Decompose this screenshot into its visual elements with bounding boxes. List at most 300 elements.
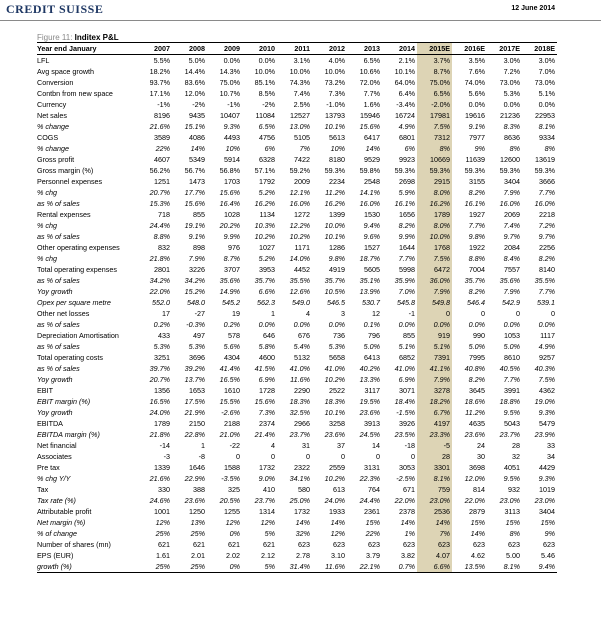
- table-cell: 1: [271, 309, 275, 318]
- table-cell: 10.3%: [254, 221, 275, 230]
- row-label: Net margin (%): [37, 518, 86, 527]
- table-cell: 11.2%: [465, 408, 485, 417]
- table-cell: 1399: [329, 210, 345, 219]
- table-cell: 7.2%: [503, 67, 520, 76]
- table-cell: 15.5%: [219, 397, 240, 406]
- table-cell: 3.0%: [503, 56, 520, 65]
- table-cell: 5.2%: [258, 254, 275, 263]
- table-cell: 3926: [399, 419, 415, 428]
- table-cell: 4.9%: [538, 342, 555, 351]
- table-row: [37, 242, 557, 253]
- row-label: % chg Y/Y: [37, 474, 71, 483]
- table-cell: 12.1%: [289, 188, 310, 197]
- table-cell: 1728: [259, 386, 275, 395]
- header-divider: [0, 20, 601, 21]
- table-cell: 4635: [469, 419, 485, 428]
- table-cell: 0.2%: [153, 320, 170, 329]
- table-cell: 2698: [399, 177, 415, 186]
- year-header: 2011: [277, 43, 312, 55]
- table-cell: 1272: [294, 210, 310, 219]
- table-cell: 59.3%: [417, 165, 452, 176]
- table-cell: 2084: [504, 243, 520, 252]
- table-cell: 41.5%: [254, 364, 275, 373]
- table-cell: 1732: [259, 463, 275, 472]
- table-cell: 40.8%: [464, 364, 485, 373]
- row-label: Total operating costs: [37, 353, 103, 362]
- row-label: as % of sales: [37, 320, 80, 329]
- table-cell: 24.5%: [359, 430, 380, 439]
- table-cell: 35.9%: [394, 276, 415, 285]
- table-cell: 6328: [259, 155, 275, 164]
- table-cell: 5.8%: [258, 342, 275, 351]
- table-cell: 0.0%: [223, 56, 240, 65]
- table-cell: 2.1%: [398, 56, 415, 65]
- row-label: Rental expenses: [37, 210, 91, 219]
- table-cell: 14: [372, 441, 380, 450]
- table-cell: 31.4%: [277, 561, 312, 573]
- table-cell: 16.0%: [359, 199, 380, 208]
- table-cell: 5998: [399, 265, 415, 274]
- table-cell: 13793: [325, 111, 345, 120]
- table-cell: 7.2%: [538, 221, 555, 230]
- table-cell: 7.3%: [258, 408, 275, 417]
- table-cell: 21236: [500, 111, 520, 120]
- table-cell: 10.0%: [324, 67, 345, 76]
- table-cell: 40.3%: [534, 364, 555, 373]
- table-cell: 1255: [224, 507, 240, 516]
- table-cell: 5.0%: [363, 342, 380, 351]
- table-cell: 2374: [259, 419, 275, 428]
- table-cell: 25.0%: [289, 496, 310, 505]
- table-cell: 56.8%: [219, 166, 240, 175]
- table-cell: 7391: [417, 352, 452, 363]
- table-cell: 10%: [330, 144, 345, 153]
- table-cell: 21.8%: [149, 254, 170, 263]
- table-cell: 41.0%: [324, 364, 345, 373]
- table-cell: 24.0%: [149, 408, 170, 417]
- table-cell: 13.5%: [452, 561, 487, 573]
- figure-number: Figure 11:: [37, 33, 73, 42]
- table-cell: 2150: [189, 419, 205, 428]
- table-cell: 8.0%: [417, 187, 452, 198]
- table-cell: 6.5%: [363, 56, 380, 65]
- table-cell: 15%: [470, 518, 485, 527]
- table-cell: 2290: [294, 386, 310, 395]
- pnl-table: [37, 42, 557, 573]
- table-cell: 10%: [225, 144, 240, 153]
- table-cell: 15%: [365, 518, 380, 527]
- year-header: 2009: [207, 43, 242, 55]
- table-cell: 1646: [189, 463, 205, 472]
- table-cell: 3404: [504, 177, 520, 186]
- table-cell: 646: [263, 331, 275, 340]
- row-label: Depreciation Amortisation: [37, 331, 119, 340]
- table-cell: 3053: [399, 463, 415, 472]
- table-cell: 59.2%: [289, 166, 310, 175]
- table-cell: 16.1%: [394, 199, 415, 208]
- table-row: [37, 363, 557, 374]
- row-label: Tax rate (%): [37, 496, 76, 505]
- table-cell: 578: [228, 331, 240, 340]
- table-cell: 5.2%: [258, 188, 275, 197]
- table-cell: 6.9%: [398, 375, 415, 384]
- table-cell: 718: [158, 210, 170, 219]
- table-cell: 28: [417, 451, 452, 462]
- row-label: growth (%): [37, 561, 137, 573]
- table-cell: 18.3%: [289, 397, 310, 406]
- table-cell: 41.0%: [289, 364, 310, 373]
- table-cell: 1732: [294, 507, 310, 516]
- table-cell: 3.10: [331, 551, 345, 560]
- table-cell: 10.2%: [254, 232, 275, 241]
- table-cell: 11.6%: [290, 375, 310, 384]
- table-cell: 8.5%: [258, 89, 275, 98]
- table-cell: 5%: [264, 529, 275, 538]
- table-cell: 12.6%: [289, 287, 310, 296]
- table-cell: 24.4%: [359, 496, 380, 505]
- table-cell: 25%: [155, 529, 170, 538]
- table-cell: 2915: [417, 176, 452, 187]
- table-row: [37, 341, 557, 352]
- table-cell: 976: [228, 243, 240, 252]
- table-cell: 1286: [329, 243, 345, 252]
- table-cell: 4362: [539, 386, 555, 395]
- table-cell: 10.2%: [289, 232, 310, 241]
- table-cell: 13.3%: [359, 375, 380, 384]
- table-cell: 2378: [399, 507, 415, 516]
- table-cell: 12.0%: [184, 89, 205, 98]
- table-cell: 4: [271, 441, 275, 450]
- table-cell: -18: [404, 441, 415, 450]
- table-cell: 9.9%: [223, 232, 240, 241]
- table-cell: 59.8%: [359, 166, 380, 175]
- table-cell: 2879: [469, 507, 485, 516]
- table-cell: 18.6%: [464, 397, 485, 406]
- table-cell: 37: [337, 441, 345, 450]
- table-cell: 4197: [417, 418, 452, 429]
- table-cell: 623: [543, 540, 555, 549]
- table-cell: 3.7%: [417, 55, 452, 67]
- row-label: Associates: [37, 452, 72, 461]
- table-cell: 562.3: [257, 298, 275, 307]
- table-cell: 33: [547, 441, 555, 450]
- table-cell: 23.0%: [534, 496, 555, 505]
- table-row: [37, 517, 557, 528]
- table-row: [37, 209, 557, 220]
- table-cell: 17981: [417, 110, 452, 121]
- table-cell: 18.4%: [394, 397, 415, 406]
- table-cell: 764: [368, 485, 380, 494]
- table-cell: 613: [333, 485, 345, 494]
- table-cell: 4304: [224, 353, 240, 362]
- table-cell: 25%: [137, 561, 172, 573]
- table-cell: 16.2%: [417, 198, 452, 209]
- table-cell: 22.8%: [184, 430, 205, 439]
- table-cell: 330: [158, 485, 170, 494]
- table-row: [37, 297, 557, 308]
- table-cell: 9.7%: [538, 232, 555, 241]
- year-header: 2018E: [522, 43, 557, 55]
- year-header: 2017E: [487, 43, 522, 55]
- table-cell: 9.4%: [363, 221, 380, 230]
- table-cell: 623: [368, 540, 380, 549]
- table-cell: 0: [306, 452, 310, 461]
- table-cell: 34.1%: [289, 474, 310, 483]
- table-cell: 2559: [329, 463, 345, 472]
- table-cell: 2.12: [261, 551, 275, 560]
- table-cell: 15%: [505, 518, 520, 527]
- table-cell: 855: [193, 210, 205, 219]
- table-cell: 12%: [155, 518, 170, 527]
- table-cell: 59.3%: [499, 166, 520, 175]
- table-cell: 28: [512, 441, 520, 450]
- table-cell: 3953: [259, 265, 275, 274]
- table-cell: 0.0%: [538, 100, 555, 109]
- table-cell: 5613: [329, 133, 345, 142]
- table-row: [37, 319, 557, 330]
- table-cell: 11639: [465, 155, 485, 164]
- table-cell: 9.3%: [223, 122, 240, 131]
- table-cell: 0.0%: [293, 320, 310, 329]
- table-cell: 14%: [470, 529, 485, 538]
- table-cell: 23.7%: [254, 496, 275, 505]
- table-cell: 10.7%: [219, 89, 240, 98]
- table-cell: 5.00: [506, 551, 520, 560]
- table-cell: 5479: [539, 419, 555, 428]
- table-cell: 1: [201, 441, 205, 450]
- table-row: [37, 462, 557, 473]
- table-cell: 1653: [189, 386, 205, 395]
- table-cell: 39.2%: [184, 364, 205, 373]
- table-cell: 8.2%: [398, 221, 415, 230]
- table-cell: -27: [194, 309, 205, 318]
- table-cell: 18.7%: [359, 254, 380, 263]
- table-row: [37, 352, 557, 363]
- figure-title: Inditex P&L: [74, 33, 119, 42]
- table-cell: 1%: [404, 529, 415, 538]
- table-cell: 6%: [404, 144, 415, 153]
- table-cell: 23.6%: [359, 408, 380, 417]
- table-cell: -22: [229, 441, 240, 450]
- table-cell: 23.6%: [464, 430, 485, 439]
- table-cell: 1.61: [156, 551, 170, 560]
- table-row: [37, 550, 557, 561]
- table-cell: 1251: [154, 177, 170, 186]
- table-cell: 40.2%: [359, 364, 380, 373]
- table-cell: 24.0%: [324, 496, 345, 505]
- table-cell: 548.0: [187, 298, 205, 307]
- table-cell: -5: [417, 440, 452, 451]
- table-cell: 3.1%: [293, 56, 310, 65]
- report-date: 12 June 2014: [511, 5, 555, 12]
- table-cell: 0: [516, 309, 520, 318]
- table-cell: -14: [159, 441, 170, 450]
- table-body: [37, 55, 557, 573]
- table-cell: 3071: [399, 386, 415, 395]
- table-cell: 5.6%: [223, 342, 240, 351]
- table-cell: 16.0%: [289, 199, 310, 208]
- table-corner-label: Year end January: [37, 43, 137, 55]
- table-cell: 3913: [364, 419, 380, 428]
- table-cell: 20.7%: [149, 188, 170, 197]
- table-cell: 8636: [504, 133, 520, 142]
- table-cell: 0%: [207, 561, 242, 573]
- table-cell: 9257: [539, 353, 555, 362]
- table-row: [37, 121, 557, 132]
- table-cell: 18.8%: [499, 397, 520, 406]
- table-row: [37, 330, 557, 341]
- table-cell: 74.0%: [464, 78, 485, 87]
- table-cell: 7.9%: [188, 254, 205, 263]
- table-cell: 12527: [290, 111, 310, 120]
- table-cell: 0.0%: [328, 320, 345, 329]
- table-cell: 6.6%: [417, 561, 452, 573]
- table-cell: 990: [473, 331, 485, 340]
- table-cell: 2548: [364, 177, 380, 186]
- table-cell: 7.7%: [503, 375, 520, 384]
- table-cell: 621: [228, 540, 240, 549]
- table-cell: 30: [477, 452, 485, 461]
- table-cell: 10.1%: [324, 408, 345, 417]
- table-cell: 15946: [360, 111, 380, 120]
- table-cell: 19.0%: [534, 397, 555, 406]
- table-cell: 5.1%: [417, 341, 452, 352]
- table-cell: 36.0%: [417, 275, 452, 286]
- table-cell: 0.2%: [223, 320, 240, 329]
- table-cell: 14.9%: [219, 287, 240, 296]
- table-row: [37, 66, 557, 77]
- table-cell: 35.1%: [359, 276, 380, 285]
- table-cell: 5658: [329, 353, 345, 362]
- table-cell: 10.1%: [324, 232, 345, 241]
- table-cell: -3: [163, 452, 170, 461]
- table-cell: 57.1%: [254, 166, 275, 175]
- table-row: [37, 407, 557, 418]
- table-cell: 2322: [294, 463, 310, 472]
- table-cell: 19616: [465, 111, 485, 120]
- table-cell: 623: [417, 539, 452, 550]
- table-cell: 64.0%: [394, 78, 415, 87]
- table-cell: 12: [372, 309, 380, 318]
- table-cell: 1588: [224, 463, 240, 472]
- table-cell: 580: [298, 485, 310, 494]
- table-cell: 56.7%: [184, 166, 205, 175]
- table-cell: -2.5%: [396, 474, 415, 483]
- table-cell: 5.9%: [398, 188, 415, 197]
- table-cell: 22.1%: [347, 561, 382, 573]
- row-label: EPS (EUR): [37, 551, 74, 560]
- table-cell: 8.7%: [223, 254, 240, 263]
- table-cell: 3258: [329, 419, 345, 428]
- table-cell: 5.5%: [153, 56, 170, 65]
- table-cell: 9.8%: [468, 232, 485, 241]
- table-cell: 7.7%: [398, 254, 415, 263]
- year-header: 2007: [137, 43, 172, 55]
- table-cell: 9923: [399, 155, 415, 164]
- table-cell: 7.9%: [503, 188, 520, 197]
- table-row: [37, 308, 557, 319]
- table-cell: 41.1%: [417, 363, 452, 374]
- table-cell: 4919: [329, 265, 345, 274]
- table-cell: -8: [198, 452, 205, 461]
- table-cell: 1339: [154, 463, 170, 472]
- table-cell: 3.5%: [468, 56, 485, 65]
- table-cell: 1134: [259, 210, 275, 219]
- table-cell: 9.5%: [503, 408, 520, 417]
- table-cell: 7.9%: [417, 374, 452, 385]
- table-row: [37, 440, 557, 451]
- table-cell: 832: [158, 243, 170, 252]
- table-cell: 15.1%: [184, 122, 205, 131]
- table-row: [37, 418, 557, 429]
- row-label: Other net losses: [37, 309, 90, 318]
- table-cell: 56.2%: [149, 166, 170, 175]
- table-cell: 433: [158, 331, 170, 340]
- table-cell: 16.5%: [149, 397, 170, 406]
- table-cell: 3.82: [401, 551, 415, 560]
- table-cell: 8.3%: [503, 122, 520, 131]
- table-row: [37, 539, 557, 550]
- table-cell: 23.9%: [534, 430, 555, 439]
- table-cell: 11.2%: [325, 188, 345, 197]
- table-cell: 736: [333, 331, 345, 340]
- table-cell: 16724: [395, 111, 415, 120]
- table-cell: 546.4: [467, 298, 485, 307]
- table-cell: 59.3%: [394, 166, 415, 175]
- table-cell: 8%: [544, 144, 555, 153]
- table-row: [37, 176, 557, 187]
- table-header-row: [37, 43, 557, 55]
- row-label: LFL: [37, 56, 50, 65]
- table-cell: 3117: [364, 386, 380, 395]
- table-cell: 16.0%: [534, 199, 555, 208]
- row-label: % chg: [37, 188, 57, 197]
- table-cell: 4: [306, 309, 310, 318]
- table-cell: 2009: [294, 177, 310, 186]
- table-cell: 7.7%: [538, 188, 555, 197]
- table-cell: 10.2%: [324, 375, 345, 384]
- table-cell: 17.7%: [184, 188, 205, 197]
- table-row: [37, 275, 557, 286]
- table-cell: 15.6%: [359, 122, 380, 131]
- table-cell: 34: [547, 452, 555, 461]
- table-cell: 5.0%: [188, 56, 205, 65]
- table-cell: 14.3%: [219, 67, 240, 76]
- table-cell: 1922: [469, 243, 485, 252]
- table-cell: 1789: [154, 419, 170, 428]
- table-cell: -1.5%: [396, 408, 415, 417]
- year-header: 2014: [382, 43, 417, 55]
- table-cell: 59.3%: [324, 166, 345, 175]
- table-cell: 25%: [190, 529, 205, 538]
- table-cell: 1656: [399, 210, 415, 219]
- table-cell: 8.4%: [503, 254, 520, 263]
- table-row: [37, 198, 557, 209]
- table-cell: 549.0: [292, 298, 310, 307]
- table-cell: 21.9%: [184, 408, 205, 417]
- table-row: [37, 385, 557, 396]
- table-cell: 546.5: [327, 298, 345, 307]
- table-cell: 8.1%: [417, 473, 452, 484]
- row-label: Tax: [37, 485, 49, 494]
- table-row: [37, 143, 557, 154]
- table-cell: 1117: [540, 331, 555, 340]
- table-cell: 3301: [417, 462, 452, 473]
- table-cell: -1: [408, 309, 415, 318]
- table-cell: 0.0%: [258, 56, 275, 65]
- table-cell: 35.6%: [219, 276, 240, 285]
- table-cell: 4493: [224, 133, 240, 142]
